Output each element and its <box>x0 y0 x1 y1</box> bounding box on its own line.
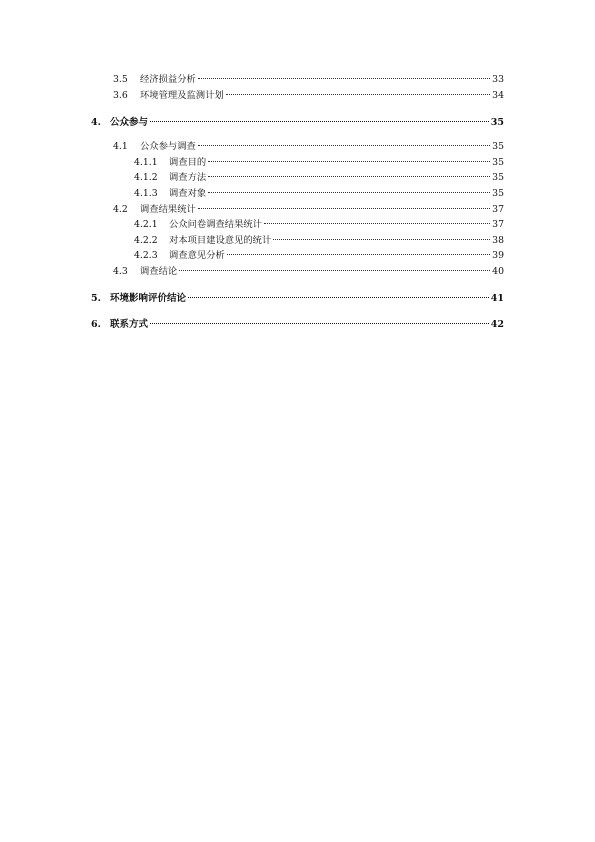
toc-entry-page: 33 <box>492 74 504 85</box>
dot-leader <box>198 207 490 209</box>
toc-entry-4-2[interactable] <box>113 203 504 217</box>
dot-leader <box>226 93 490 95</box>
toc-entry-number: 3.6 <box>113 90 128 101</box>
toc-entry-number: 4.1.2 <box>134 172 158 183</box>
dot-leader <box>208 191 490 193</box>
toc-entry-page: 39 <box>492 250 504 261</box>
toc-entry-title: 调查目的 <box>169 157 207 168</box>
toc-entry-4-1[interactable] <box>113 140 504 154</box>
toc-entry-5[interactable] <box>91 292 504 306</box>
toc-entry-4-2-1[interactable] <box>134 218 504 232</box>
toc-entry-3-6[interactable] <box>113 89 504 103</box>
toc-entry-number: 4. <box>91 117 101 128</box>
toc-entry-4-3[interactable] <box>113 265 504 279</box>
dot-leader <box>208 175 490 177</box>
toc-entry-page: 41 <box>490 293 504 304</box>
toc-entry-4-1-1[interactable] <box>134 156 504 170</box>
toc-entry-number: 4.2.2 <box>134 235 158 246</box>
toc-entry-number: 4.1 <box>113 141 128 152</box>
toc-entry-title: 公众参与 <box>110 117 149 128</box>
toc-entry-title: 调查结果统计 <box>140 204 196 215</box>
toc-entry-number: 3.5 <box>113 74 128 85</box>
dot-leader <box>198 77 490 79</box>
toc-entry-page: 35 <box>492 157 504 168</box>
toc-entry-number: 4.1.3 <box>134 188 158 199</box>
dot-leader <box>273 238 490 240</box>
toc-entry-title: 联系方式 <box>110 319 149 330</box>
dot-leader <box>179 269 490 271</box>
toc-entry-number: 5. <box>91 293 101 304</box>
dot-leader <box>208 160 490 162</box>
toc-entry-page: 35 <box>490 117 504 128</box>
toc-entry-title: 调查结论 <box>140 266 178 277</box>
toc-entry-4-2-3[interactable] <box>134 249 504 263</box>
toc-entry-page: 42 <box>490 319 504 330</box>
toc-entry-title: 调查方法 <box>169 172 207 183</box>
toc-entry-4-2-2[interactable] <box>134 234 504 248</box>
toc-entry-page: 40 <box>492 266 504 277</box>
toc-entry-title: 调查意见分析 <box>169 250 225 261</box>
toc-entry-number: 4.3 <box>113 266 128 277</box>
toc-entry-page: 35 <box>492 172 504 183</box>
toc-entry-number: 4.2.3 <box>134 250 158 261</box>
toc-entry-page: 34 <box>492 90 504 101</box>
toc-entry-page: 38 <box>492 235 504 246</box>
toc-entry-title: 环境管理及监测计划 <box>140 90 224 101</box>
dot-leader <box>150 120 489 122</box>
toc-entry-3-5[interactable] <box>113 73 504 87</box>
dot-leader <box>198 144 490 146</box>
toc-entry-number: 4.2 <box>113 204 128 215</box>
toc-entry-title: 环境影响评价结论 <box>110 293 187 304</box>
dot-leader <box>227 253 490 255</box>
dot-leader <box>150 322 489 324</box>
toc-entry-page: 35 <box>492 188 504 199</box>
toc-entry-title: 公众问卷调查结果统计 <box>169 219 262 230</box>
toc-entry-title: 公众参与调查 <box>140 141 196 152</box>
toc-entry-page: 37 <box>492 219 504 230</box>
toc-entry-page: 35 <box>492 141 504 152</box>
toc-entry-number: 6. <box>91 319 101 330</box>
toc-entry-title: 调查对象 <box>169 188 207 199</box>
toc-entry-6[interactable] <box>91 318 504 332</box>
toc-entry-title: 经济损益分析 <box>140 74 196 85</box>
toc-entry-number: 4.2.1 <box>134 219 158 230</box>
toc-entry-title: 对本项目建设意见的统计 <box>169 235 272 246</box>
toc-entry-page: 37 <box>492 204 504 215</box>
dot-leader <box>188 296 489 298</box>
toc-entry-4-1-3[interactable] <box>134 187 504 201</box>
toc-entry-4-1-2[interactable] <box>134 171 504 185</box>
dot-leader <box>264 222 490 224</box>
toc-entry-number: 4.1.1 <box>134 157 158 168</box>
toc-entry-4[interactable] <box>91 116 504 130</box>
